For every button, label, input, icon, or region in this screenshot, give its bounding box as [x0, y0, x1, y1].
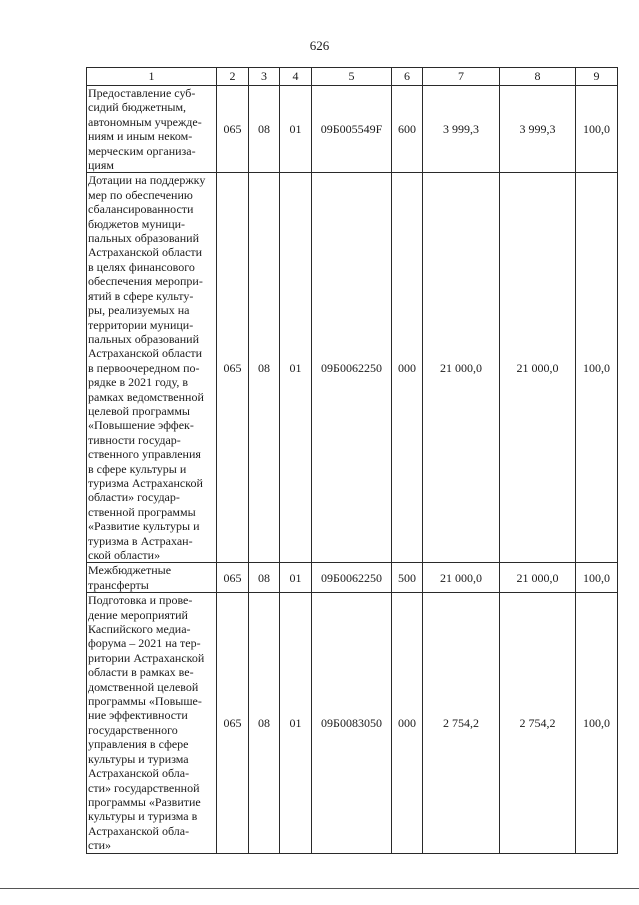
table-header-row — [87, 68, 618, 86]
description-line: бюджетов муници- — [88, 216, 186, 231]
description-line: ниям и иным неком- — [88, 129, 193, 144]
description-line: целевой программы — [88, 403, 190, 418]
column-header: 4 — [280, 68, 312, 86]
description-line: мер по обеспечению — [88, 187, 193, 202]
description-line: туризма в Астрахан- — [88, 533, 193, 548]
description-line: пальных образований — [88, 331, 199, 346]
description-line: области» государ- — [88, 490, 180, 505]
budget-table — [86, 67, 618, 854]
cell-c5: 09Б005549F — [312, 86, 392, 173]
description-line: мерческим организа- — [88, 143, 196, 158]
column-header: 3 — [249, 68, 280, 86]
cell-c6: 000 — [392, 173, 423, 563]
description-line: Межбюджетные — [88, 563, 172, 578]
description-line: управления в сфере — [88, 737, 189, 752]
cell-c9: 100,0 — [576, 593, 618, 853]
description-line: ственного управления — [88, 447, 201, 462]
cell-c9: 100,0 — [576, 563, 618, 593]
description-line: циям — [88, 158, 114, 173]
description-line: обеспечения меропри- — [88, 274, 203, 289]
cell-c2: 065 — [217, 593, 249, 853]
table-row — [87, 593, 618, 853]
cell-c6: 500 — [392, 563, 423, 593]
description-line: в сфере культуры и — [88, 461, 187, 476]
description-line: рамках ведомственной — [88, 389, 204, 404]
table-row — [87, 173, 618, 563]
cell-c9: 100,0 — [576, 86, 618, 173]
description-line: Дотации на поддержку — [88, 173, 206, 188]
description-line: сидий бюджетным, — [88, 100, 187, 115]
column-header: 1 — [87, 68, 217, 86]
cell-c8: 21 000,0 — [500, 563, 576, 593]
description-line: ственной программы — [88, 504, 196, 519]
description-line: ры, реализуемых на — [88, 303, 190, 318]
cell-c4: 01 — [280, 593, 312, 853]
table-row — [87, 563, 618, 593]
description-line: автономным учрежде- — [88, 114, 202, 129]
cell-c6: 000 — [392, 593, 423, 853]
description-line: дение мероприятий — [88, 607, 188, 622]
description-line: государственного — [88, 722, 178, 737]
description-line: области в рамках ве- — [88, 665, 194, 680]
cell-c3: 08 — [249, 593, 280, 853]
row-description — [87, 173, 217, 563]
row-description — [87, 86, 217, 173]
cell-c8: 2 754,2 — [500, 593, 576, 853]
cell-c2: 065 — [217, 173, 249, 563]
cell-c5: 09Б0062250 — [312, 173, 392, 563]
description-line: сбалансированности — [88, 202, 194, 217]
cell-c3: 08 — [249, 563, 280, 593]
column-header: 6 — [392, 68, 423, 86]
cell-c5: 09Б0083050 — [312, 593, 392, 853]
cell-c4: 01 — [280, 86, 312, 173]
description-line: культуры и туризма — [88, 751, 189, 766]
row-description — [87, 593, 217, 853]
description-line: программы «Развитие — [88, 794, 201, 809]
page-number: 626 — [309, 38, 330, 53]
description-line: тивности государ- — [88, 432, 181, 447]
cell-c2: 065 — [217, 86, 249, 173]
cell-c7: 2 754,2 — [423, 593, 500, 853]
description-line: домственной целевой — [88, 679, 199, 694]
description-line: территории муници- — [88, 317, 194, 332]
description-line: форума – 2021 на тер- — [88, 636, 201, 651]
column-header: 8 — [500, 68, 576, 86]
description-line: Каспийского медиа- — [88, 622, 191, 637]
description-line: «Развитие культуры и — [88, 519, 200, 534]
table-row — [87, 86, 618, 173]
cell-c4: 01 — [280, 563, 312, 593]
description-line: ние эффективности — [88, 708, 188, 723]
cell-c8: 3 999,3 — [500, 86, 576, 173]
cell-c7: 21 000,0 — [423, 563, 500, 593]
cell-c7: 3 999,3 — [423, 86, 500, 173]
description-line: ской области» — [88, 548, 161, 562]
cell-c3: 08 — [249, 173, 280, 563]
column-header: 5 — [312, 68, 392, 86]
cell-c4: 01 — [280, 173, 312, 563]
column-header: 9 — [576, 68, 618, 86]
description-line: сти» — [88, 838, 111, 853]
description-line: Астраханской обла- — [88, 766, 190, 781]
description-line: в целях финансового — [88, 259, 195, 274]
page-bottom-rule — [0, 888, 639, 889]
cell-c9: 100,0 — [576, 173, 618, 563]
description-line: культуры и туризма в — [88, 809, 198, 824]
description-line: ритории Астраханской — [88, 650, 205, 665]
row-description — [87, 563, 217, 593]
cell-c3: 08 — [249, 86, 280, 173]
description-line: Подготовка и прове- — [88, 593, 193, 608]
description-line: в первоочередном по- — [88, 360, 200, 375]
cell-c6: 600 — [392, 86, 423, 173]
cell-c2: 065 — [217, 563, 249, 593]
description-line: Предоставление суб- — [88, 86, 196, 100]
column-header: 2 — [217, 68, 249, 86]
description-line: Астраханской области — [88, 245, 203, 260]
description-line: Астраханской обла- — [88, 823, 190, 838]
description-line: ятий в сфере культу- — [88, 288, 194, 303]
description-line: программы «Повыше- — [88, 694, 202, 709]
description-line: трансферты — [88, 577, 149, 592]
description-line: Астраханской области — [88, 346, 203, 361]
cell-c8: 21 000,0 — [500, 173, 576, 563]
description-line: «Повышение эффек- — [88, 418, 194, 433]
description-line: пальных образований — [88, 231, 199, 246]
column-header: 7 — [423, 68, 500, 86]
cell-c5: 09Б0062250 — [312, 563, 392, 593]
description-line: сти» государственной — [88, 780, 200, 795]
cell-c7: 21 000,0 — [423, 173, 500, 563]
description-line: туризма Астраханской — [88, 475, 203, 490]
description-line: рядке в 2021 году, в — [88, 375, 188, 390]
